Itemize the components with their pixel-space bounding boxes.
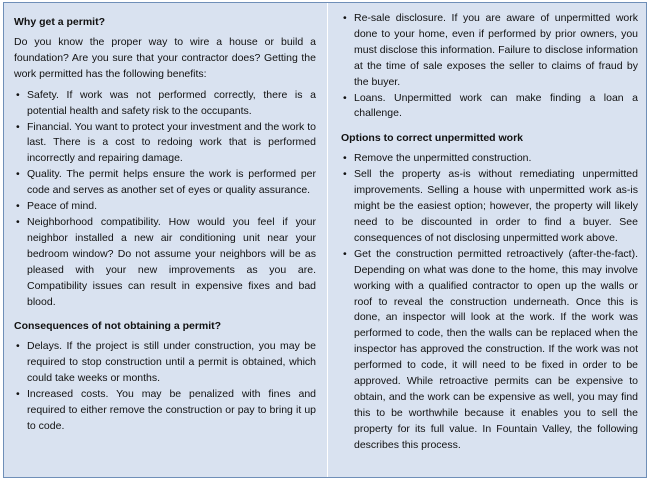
- list-item: • Sell the property as-is without remediating unpermitted improvements. Selling a house with unpermitted work as-is might be the easiest option; however, the property will likely need to be discounted in order to find a buyer. See consequences of not disclosing unpermitted work above.: [341, 167, 638, 247]
- info-panel: [3, 2, 647, 478]
- list-item: • Quality. The permit helps ensure the work is performed per code and serves as another set of eyes or quality assurance.: [14, 167, 316, 199]
- consequences-list-continued: [341, 11, 638, 122]
- left-column: [14, 15, 316, 440]
- options-heading: Options to correct unpermitted work: [341, 132, 524, 145]
- list-item: • Get the construction permitted retroactively (after-the-fact). Depending on what was done to the home, this may involve working with a qualified contractor to open up the walls or roof to reveal the construction underneath. Once this is done, an inspector will look at the work. If the work was performed to code, then the walls can be replaced when the inspector has approved the construction. If the work was not performed to code, it will need to be fixed in order to be approved. While retroactive permits can be expensive to obtain, and the work can be expensive as well, you may find this to be worthwhile because it enables you to sell the property for its full value. In Fountain Valley, the following describes this process.: [341, 247, 638, 454]
- list-item: • Loans. Unpermitted work can make finding a loan a challenge.: [341, 91, 638, 123]
- list-item: • Peace of mind.: [14, 199, 316, 215]
- options-list: [341, 151, 638, 453]
- consequences-heading: Consequences of not obtaining a permit?: [14, 320, 222, 333]
- list-item: • Neighborhood compatibility. How would you feel if your neighbor installed a new air conditioning unit near your bedroom window? Do not assume your neighbors will be as pleased with your new improvements as you are. Compatibility issues can result in expensive fixes and bad blood.: [14, 215, 316, 310]
- list-item: • Increased costs. You may be penalized with fines and required to either remove the construction or pay to bring it up to code.: [14, 387, 316, 435]
- consequences-list: [14, 339, 316, 434]
- list-item: • Re-sale disclosure. If you are aware of unpermitted work done to your home, even if performed by prior owners, you must disclose this information. Failure to disclose information at the time of sale exposes the seller to claims of fraud by the buyer.: [341, 11, 638, 91]
- why-permit-heading: Why get a permit?: [14, 16, 106, 28]
- list-item: • Safety. If work was not performed correctly, there is a potential health and safety risk to the occupants.: [14, 88, 316, 120]
- column-divider: [327, 3, 328, 477]
- list-item: • Delays. If the project is still under construction, you may be required to stop construction until a permit is obtained, which could take weeks or months.: [14, 339, 316, 387]
- right-column: [341, 11, 638, 459]
- list-item: • Remove the unpermitted construction.: [341, 151, 638, 167]
- list-item: • Financial. You want to protect your investment and the work to last. There is a cost to redoing work that is performed incorrectly and repairing damage.: [14, 120, 316, 168]
- why-permit-intro: Do you know the proper way to wire a house or build a foundation? Are you sure that your contractor does? Getting the work permitted has the following benefits:: [14, 36, 316, 80]
- benefits-list: [14, 88, 316, 311]
